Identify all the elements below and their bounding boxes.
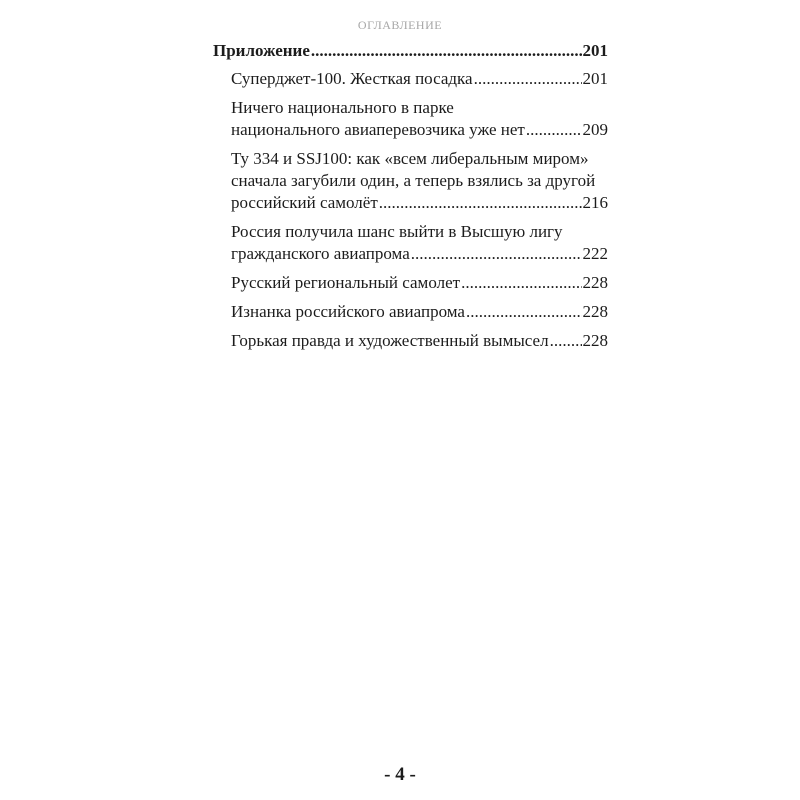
toc-section-prilozhenie: [213, 40, 608, 62]
toc-entry: [213, 272, 608, 294]
toc-entry-text: Ту 334 и SSJ100: как «всем либеральным миром»: [231, 149, 589, 168]
toc-entry-page: 201: [582, 69, 608, 88]
toc-entry: [213, 97, 608, 141]
toc-entry-page: 228: [582, 273, 608, 292]
toc-entry-page: 209: [582, 120, 608, 139]
toc-entry-page: 228: [582, 302, 608, 321]
toc-entry-text: Суперджет-100. Жесткая посадка: [231, 69, 473, 88]
toc-entry-text: Россия получила шанс выйти в Высшую лигу: [231, 222, 563, 241]
toc-entry-text: сначала загубили один, а теперь взялись за другой: [231, 171, 596, 190]
toc-entry-text: Изнанка российского авиапрома: [231, 302, 465, 321]
dot-leader: [411, 243, 582, 265]
toc-entry-page: 222: [582, 244, 608, 263]
toc-entry-text: гражданского авиапрома: [231, 244, 410, 263]
toc-entry-page: 216: [582, 193, 608, 212]
toc-entry-text: российский самолёт: [231, 193, 378, 212]
dot-leader: [474, 68, 582, 90]
dot-leader: [461, 272, 581, 294]
dot-leader: [379, 192, 582, 214]
page-number: - 4 -: [384, 764, 416, 785]
toc-entry-text: Русский региональный самолет: [231, 273, 461, 292]
dot-leader: [311, 40, 582, 62]
dot-leader: [526, 119, 582, 141]
toc-entry: [213, 330, 608, 352]
toc-entry-text: Горькая правда и художественный вымысел: [231, 331, 549, 350]
toc-entry-text: Ничего национального в парке: [231, 98, 454, 117]
running-head: ОГЛАВЛЕНИЕ: [357, 18, 443, 32]
toc-entry: [213, 68, 608, 90]
toc-entry-page: 228: [582, 331, 608, 350]
dot-leader: [466, 301, 582, 323]
toc-entry: [213, 221, 608, 265]
dot-leader: [550, 330, 582, 352]
toc-entry: [213, 148, 608, 214]
table-of-contents: [213, 40, 608, 352]
toc-section-title: Приложение: [213, 41, 310, 60]
toc-section-page: 201: [582, 41, 608, 60]
toc-entry-text: национального авиаперевозчика уже нет: [231, 120, 525, 139]
toc-entry: [213, 301, 608, 323]
